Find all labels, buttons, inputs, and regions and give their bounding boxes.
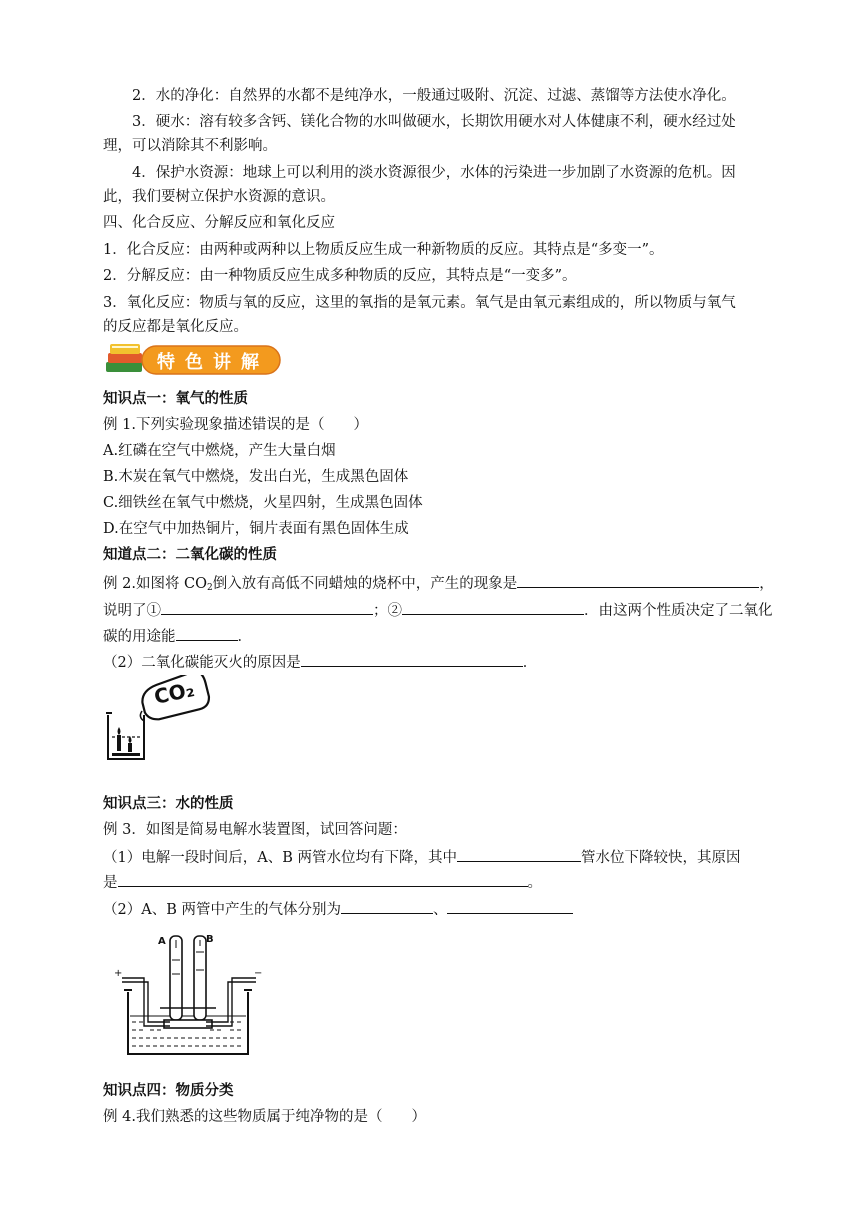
item-oxidation-reaction-line2: 的反应都是氧化反应。 [103, 319, 248, 335]
kp1-option-c: C.细铁丝在氧气中燃烧，火星四射，生成黑色固体 [103, 495, 423, 511]
kp3-q2-mid: 、 [432, 902, 448, 918]
electrolysis-apparatus-figure [114, 930, 264, 1058]
kp2-q3-end: ． [237, 629, 252, 645]
section-heading-reactions: 四、化合反应、分解反应和氧化反应 [103, 215, 335, 231]
kp2-question-line3 [103, 625, 252, 647]
item-oxidation-reaction-line1: 3．氧化反应：物质与氧的反应，这里的氧指的是氧元素。氧气是由氧元素组成的，所以物质与氧气 [103, 295, 736, 311]
item-decomposition-reaction: 2．分解反应：由一种物质反应生成多种物质的反应，其特点是“一变多”。 [103, 268, 577, 284]
tube-a-label: A [158, 936, 166, 947]
kp2-question-line2 [103, 599, 773, 621]
kp2-title: 知道点二：二氧化碳的性质 [103, 547, 277, 563]
banner-title: 特色讲解 [157, 352, 269, 373]
answer-blank[interactable] [447, 898, 573, 914]
positive-terminal-label: + [114, 968, 123, 979]
tube-b-label: B [206, 934, 214, 945]
kp1-option-d: D.在空气中加热铜片，铜片表面有黑色固体生成 [103, 521, 409, 537]
kp3-q2-pre: （2）A、B 两管中产生的气体分别为 [103, 902, 341, 918]
kp4-question: 例 4.我们熟悉的这些物质属于纯净物的是（ ） [103, 1109, 426, 1125]
kp2-q2-pre: 说明了① [103, 603, 161, 619]
kp1-title: 知识点一：氧气的性质 [103, 391, 248, 407]
kp2-q-sub: 2 [207, 583, 213, 593]
paragraph-hard-water-line2: 理，可以消除其不利影响。 [103, 138, 277, 154]
kp2-q2-mid: ；② [373, 603, 402, 619]
kp3-q1-line1 [103, 846, 740, 868]
answer-blank[interactable] [402, 599, 584, 615]
kp3-q1-pre: （1）电解一段时间后，A、B 两管水位均有下降，其中 [103, 850, 457, 866]
kp4-title: 知识点四：物质分类 [103, 1083, 234, 1099]
kp2-q3-pre: 碳的用途能 [103, 629, 176, 645]
answer-blank[interactable] [341, 898, 433, 914]
kp2-q2-post: ．由这两个性质决定了二氧化 [584, 603, 773, 619]
kp2-q-end: ， [759, 576, 774, 592]
kp3-question: 例 3．如图是简易电解水装置图，试回答问题： [103, 822, 407, 838]
item-combination-reaction: 1．化合反应：由两种或两种以上物质反应生成一种新物质的反应。其特点是“多变一”。 [103, 242, 664, 258]
kp3-q1-l2-pre: 是 [103, 875, 118, 891]
answer-blank[interactable] [517, 572, 759, 588]
answer-blank[interactable] [176, 625, 238, 641]
kp3-q1-post: 管水位下降较快，其原因 [580, 850, 741, 866]
kp2-question-line1 [103, 572, 774, 598]
kp1-option-b: B.木炭在氧气中燃烧，发出白光，生成黑色固体 [103, 469, 409, 485]
kp3-q1-l2-end: 。 [527, 875, 542, 891]
kp2-question-line4 [103, 651, 537, 673]
paragraph-protect-water-line1: 4．保护水资源：地球上可以利用的淡水资源很少，水体的污染进一步加剧了水资源的危机。因 [132, 165, 736, 181]
kp3-q2 [103, 898, 573, 920]
answer-blank[interactable] [457, 846, 581, 862]
negative-terminal-label: − [254, 968, 263, 979]
kp2-q-post: 倒入放有高低不同蜡烛的烧杯中，产生的现象是 [212, 576, 518, 592]
co2-label: CO₂ [151, 677, 197, 709]
kp1-option-a: A.红磷在空气中燃烧，产生大量白烟 [103, 443, 336, 459]
answer-blank[interactable] [301, 651, 523, 667]
kp2-q4-end: ． [522, 655, 538, 671]
kp3-title: 知识点三：水的性质 [103, 796, 234, 812]
kp2-q-pre: 例 2.如图将 CO [103, 576, 208, 592]
paragraph-water-purification: 2．水的净化：自然界的水都不是纯净水，一般通过吸附、沉淀、过滤、蒸馏等方法使水净化。 [132, 88, 736, 104]
kp2-q4-pre: （2）二氧化碳能灭火的原因是 [103, 655, 301, 671]
paragraph-protect-water-line2: 此，我们要树立保护水资源的意识。 [103, 189, 335, 205]
kp3-q1-line2 [103, 871, 542, 893]
answer-blank[interactable] [161, 599, 373, 615]
kp1-question: 例 1.下列实验现象描述错误的是（ ） [103, 417, 368, 433]
paragraph-hard-water-line1: 3．硬水：溶有较多含钙、镁化合物的水叫做硬水，长期饮用硬水对人体健康不利，硬水经过处 [132, 114, 736, 130]
feature-banner [104, 340, 282, 378]
answer-blank[interactable] [118, 871, 528, 887]
co2-beaker-figure [104, 675, 216, 763]
